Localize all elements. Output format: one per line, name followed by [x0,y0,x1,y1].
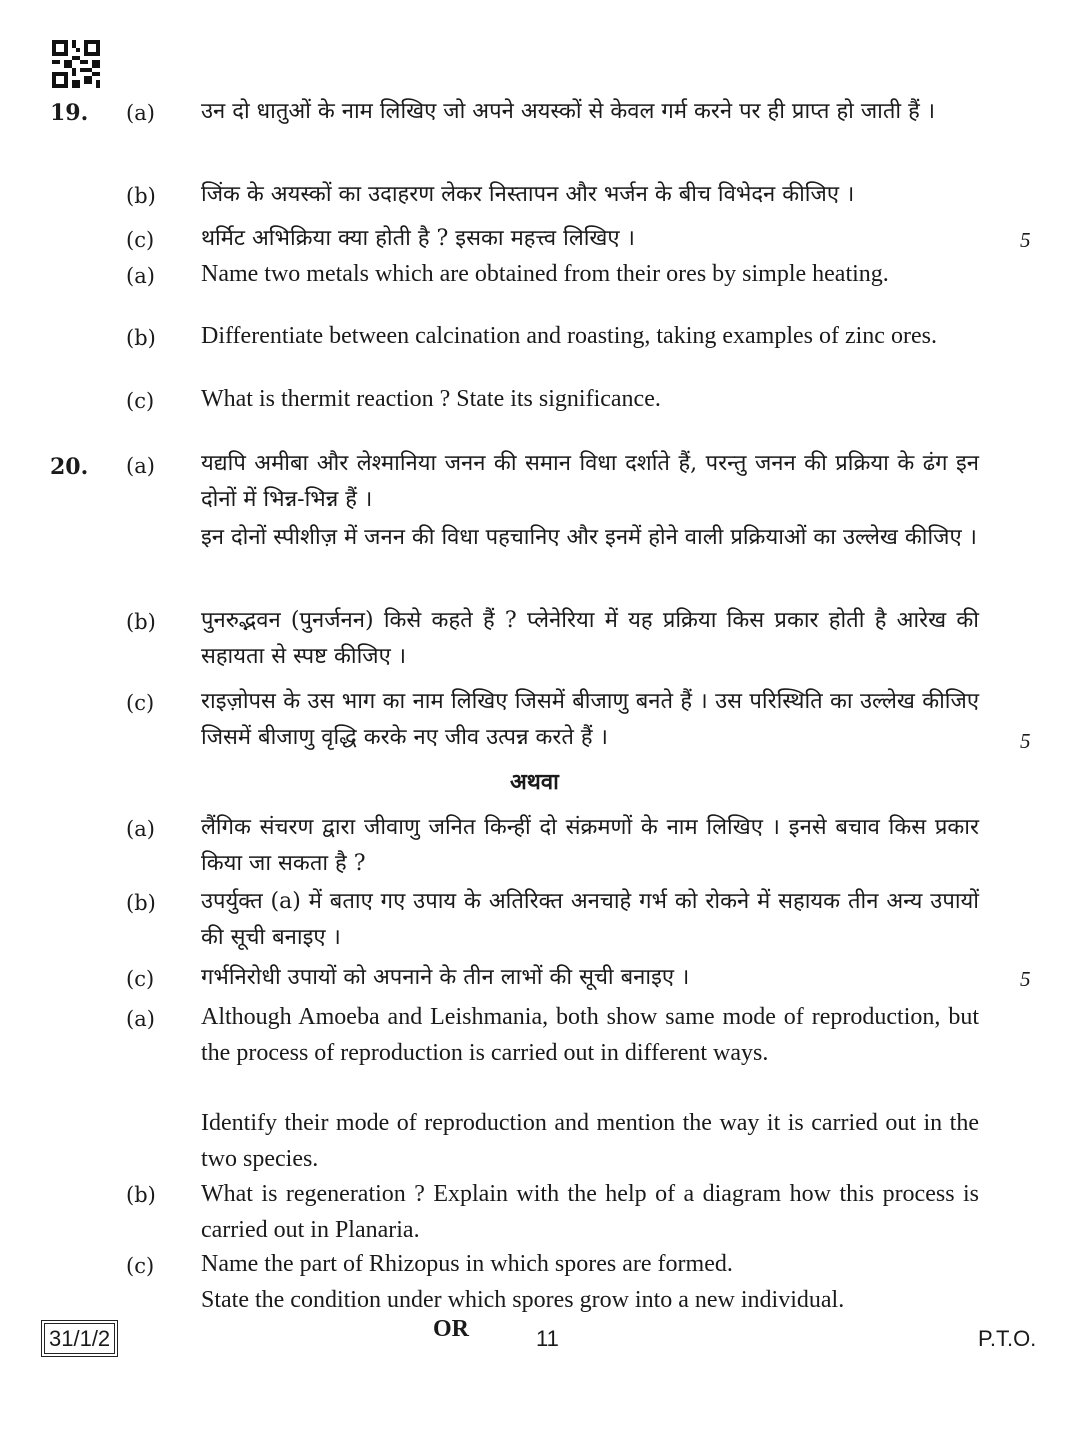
q20-hindi-label-a: (a) [126,454,155,478]
q20-english-part-c-cont: State the condition under which spores grow into a new individual. [201,1287,845,1313]
q20-or-hindi-label-a: (a) [126,817,155,841]
q19-english-part-c: What is thermit reaction ? State its significance. [201,386,661,412]
qr-code-icon [52,40,100,88]
q19-hindi-part-b: जिंक के अयस्कों का उदाहरण लेकर निस्तापन और भर्जन के बीच विभेदन कीजिए । [201,182,855,207]
question-20-number: 20. [50,454,89,480]
q20-hindi-label-c: (c) [126,691,155,715]
q19-english-label-c: (c) [126,389,155,413]
q19-hindi-part-a: उन दो धातुओं के नाम लिखिए जो अपने अयस्कों से केवल गर्म करने पर ही प्राप्त हो जाती हैं । [201,99,936,124]
q20-english-part-c: Name the part of Rhizopus in which spores are formed. [201,1251,733,1277]
q20-marks-first: 5 [1020,729,1031,753]
q20-hindi-part-a-cont: इन दोनों स्पीशीज़ में जनन की विधा पहचानिए और इनमें होने वाली प्रक्रियाओं का उल्लेख कीजिए । [201,525,977,550]
or-english-heading: OR [433,1316,469,1342]
q19-hindi-label-c: (c) [126,228,155,252]
q20-or-hindi-label-b: (b) [126,891,156,915]
q20-hindi-label-b: (b) [126,610,156,634]
q20-english-part-a-cont: Identify their mode of reproduction and mention the way it is carried out in the two species. [201,1110,979,1172]
q19-english-part-b: Differentiate between calcination and roasting, taking examples of zinc ores. [201,323,937,349]
q19-english-label-a: (a) [126,264,155,288]
q19-english-part-a: Name two metals which are obtained from their ores by simple heating. [201,261,889,287]
q20-english-part-b: What is regeneration ? Explain with the help of a diagram how this process is carried out in Planaria. [201,1181,979,1243]
q20-english-label-c: (c) [126,1254,155,1278]
q19-marks: 5 [1020,228,1031,252]
q20-or-hindi-label-c: (c) [126,967,155,991]
q19-english-label-b: (b) [126,326,156,350]
q20-hindi-part-a: यद्यपि अमीबा और लेश्मानिया जनन की समान विधा दर्शाते हैं, परन्तु जनन की प्रक्रिया के ढंग इन दोनों में भिन्न-भिन्न हैं । [201,451,979,512]
pto-note: P.T.O. [978,1326,1037,1351]
q20-hindi-part-b: पुनरुद्भवन (पुनर्जनन) किसे कहते हैं ? प्लेनेरिया में यह प्रक्रिया किस प्रकार होती है आरेख की सहायता से स्पष्ट कीजिए । [201,608,979,669]
q19-hindi-label-b: (b) [126,184,156,208]
page-number: 11 [536,1326,559,1351]
q20-or-hindi-part-a: लैंगिक संचरण द्वारा जीवाणु जनित किन्हीं दो संक्रमणों के नाम लिखिए । इनसे बचाव किस प्रकार किया जा सकता है ? [201,815,979,876]
q20-or-hindi-part-c: गर्भनिरोधी उपायों को अपनाने के तीन लाभों की सूची बनाइए । [201,965,690,990]
q20-english-part-a: Although Amoeba and Leishmania, both show same mode of reproduction, but the process of reproduction is carried out in different ways. [201,1004,979,1066]
q20-or-hindi-part-b: उपर्युक्त (a) में बताए गए उपाय के अतिरिक्त अनचाहे गर्भ को रोकने में सहायक तीन अन्य उपायों की सूची बनाइए । [201,889,979,950]
question-19-number: 19. [50,100,89,126]
q20-english-label-a: (a) [126,1007,155,1031]
q20-hindi-part-c: राइज़ोपस के उस भाग का नाम लिखिए जिसमें बीजाणु बनते हैं । उस परिस्थिति का उल्लेख कीजिए जिसमें बीजाणु वृद्धि करके नए जीव उत्पन्न करते हैं । [201,689,979,750]
q20-marks-second: 5 [1020,967,1031,991]
q20-english-label-b: (b) [126,1183,156,1207]
q19-hindi-label-a: (a) [126,101,155,125]
or-hindi-heading: अथवा [510,769,559,795]
q19-hindi-part-c: थर्मिट अभिक्रिया क्या होती है ? इसका महत्त्व लिखिए । [201,226,635,251]
paper-code: 31/1/2 [44,1323,115,1354]
